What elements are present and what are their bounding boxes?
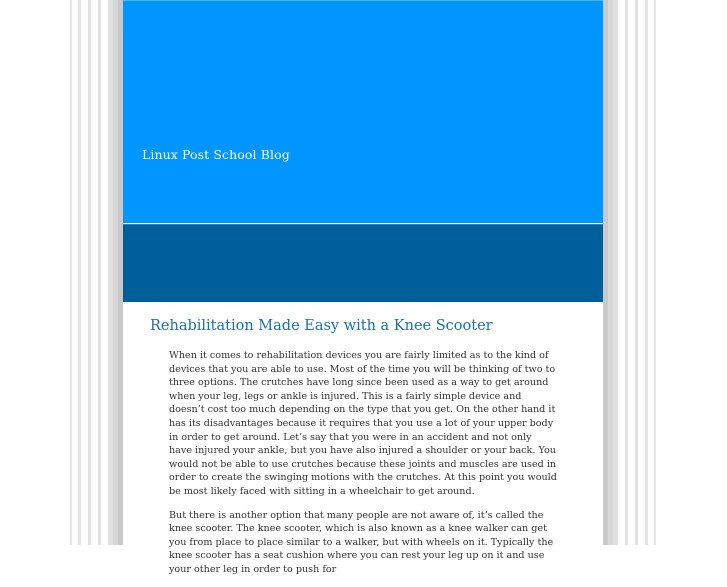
post-paragraph: But there is another option that many people are not aware of, it’s called the knee scooter. The knee scooter, which is also known as a knee walker can get you from place to place similar to a walker, but with wheels on it. Typically the knee scooter has a seat cushion where you can rest your leg up on it and use your other leg in order to push for [169,509,554,575]
post-paragraph: When it comes to rehabilitation devices you are fairly limited as to the kind of devices that you are able to use. Most of the time you will be thinking of two to three options. The crutches have long since been used as a way to get around when your leg, legs or ankle is injured. This is a fairly simple device and doesn’t cost too much depending on the type that you get. On the other hand it has its disadvantages because it requires that you use a lot of your upper body in order to get around. Let’s say that you were in an accident and not only have injured your ankle, but you have also injured a shoulder or your back. You would not be able to use crutches because these joints and muscles are used in order to create the swinging motions with the crutches. At this point you would be most likely faced with sitting in a wheelchair to get around. [169,350,557,497]
main-content [123,302,603,575]
site-header [123,0,603,223]
page-container [123,0,603,575]
navigation-bar [123,224,603,302]
site-title[interactable]: Linux Post School Blog [142,147,290,162]
post-title[interactable]: Rehabilitation Made Easy with a Knee Scooter [150,318,493,334]
post-body [169,349,557,587]
